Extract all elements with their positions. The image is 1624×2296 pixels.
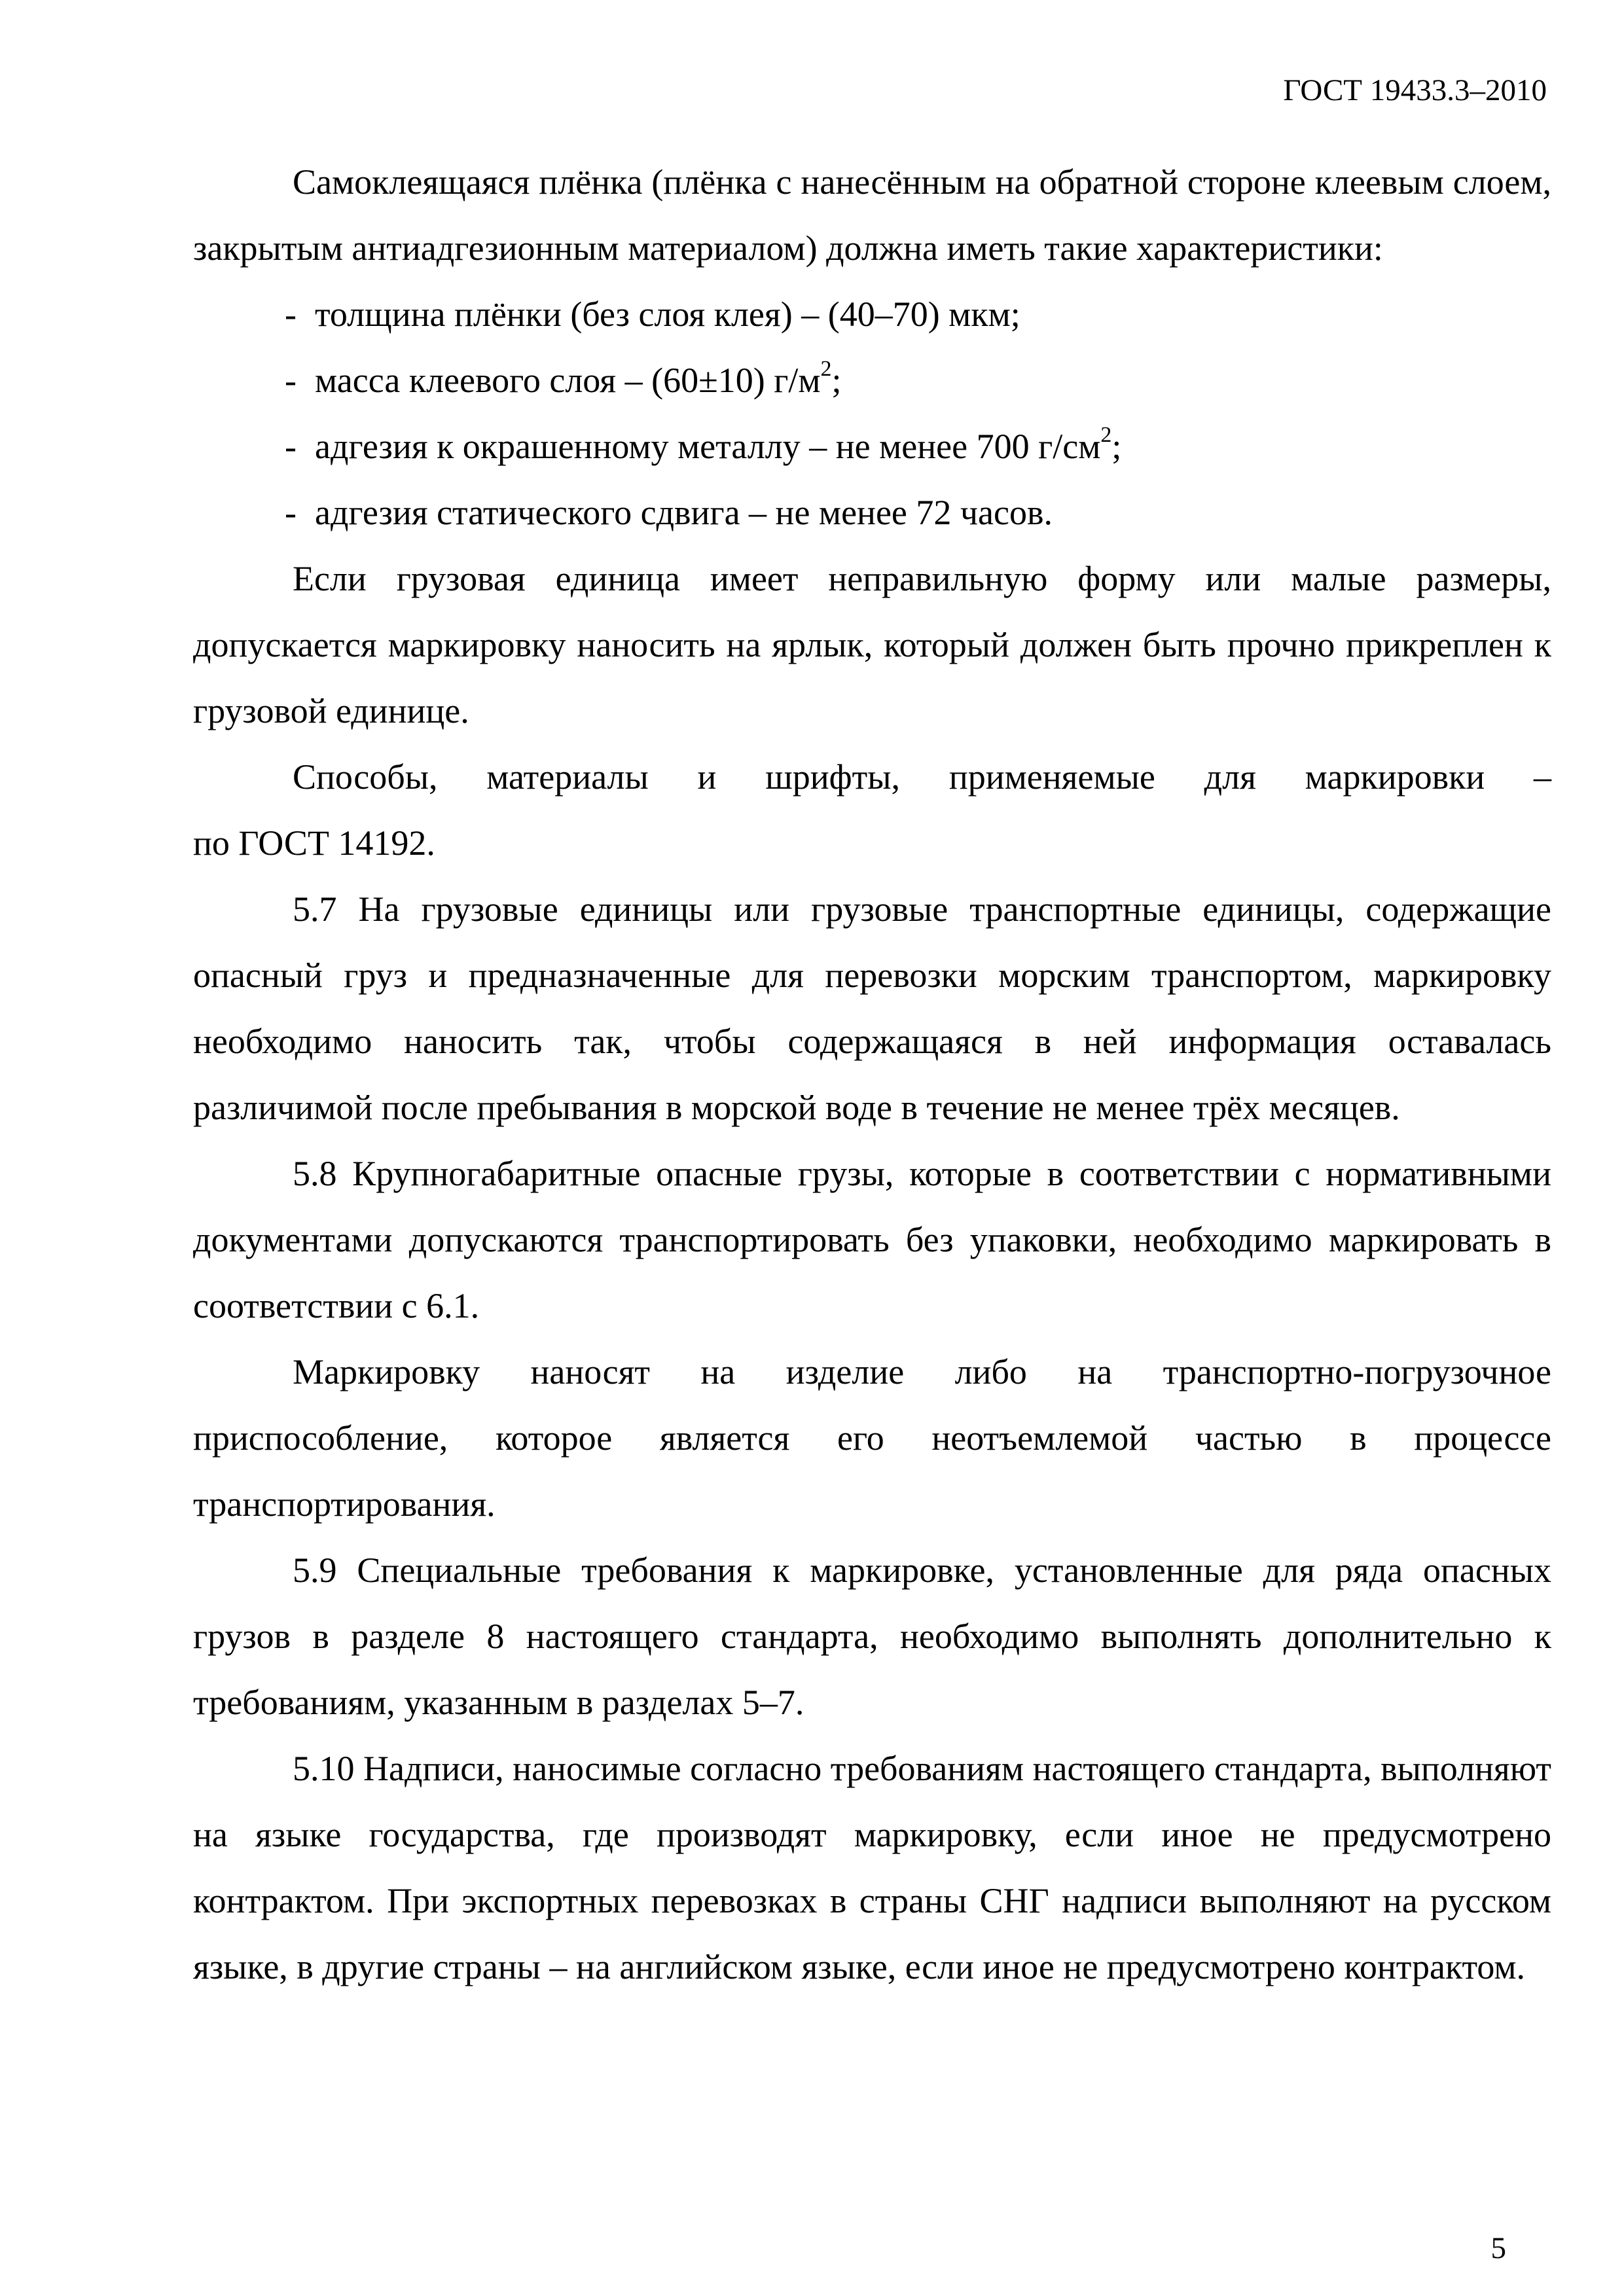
list-dash: - bbox=[285, 493, 297, 532]
list-item-static-shear bbox=[193, 480, 1551, 546]
list-item-punct: ; bbox=[831, 361, 842, 400]
list-dash: - bbox=[285, 295, 297, 334]
list-item-adhesive-mass bbox=[193, 348, 1551, 414]
superscript: 2 bbox=[820, 357, 832, 381]
list-dash: - bbox=[285, 361, 297, 400]
paragraph-5-8: 5.8 Крупногабаритные опасные грузы, которые в соответствии с нормативными документами допускаются транспортировать без упаковки, необходимо маркировать в соответствии с 6.1. bbox=[193, 1154, 1551, 1325]
paragraph-5-10: 5.10 Надписи, наносимые согласно требованиям настоящего стандарта, выполняют на языке государства, где производят маркировку, если иное не предусмотрено контрактом. При экспортных перевозках в страны СНГ надписи выполняют на русском языке, в другие страны – на английском языке, если иное не предусмотрено контрактом. bbox=[193, 1749, 1551, 1986]
list-dash: - bbox=[285, 427, 297, 466]
paragraph-marking-device: Маркировку наносят на изделие либо на транспортно-погрузочное приспособление, которое является его неотъемлемой частью в процессе транспортирования. bbox=[193, 1352, 1551, 1524]
list-item-text: масса клеевого слоя – (60±10) г/м bbox=[315, 361, 821, 400]
paragraph-5-7: 5.7 На грузовые единицы или грузовые транспортные единицы, содержащие опасный груз и предназначенные для перевозки морским транспортом, маркировку необходимо наносить так, чтобы содержащаяся в ней информация оставалась различимой после пребывания в морской воде в течение не менее трёх месяцев. bbox=[193, 889, 1551, 1127]
superscript: 2 bbox=[1100, 423, 1112, 447]
paragraph-5-9: 5.9 Специальные требования к маркировке, установленные для ряда опасных грузов в разделе 8 настоящего стандарта, необходимо выполнять дополнительно к требованиям, указанным в разделах 5–7. bbox=[193, 1551, 1551, 1722]
paragraph-irregular-cargo: Если грузовая единица имеет неправильную форму или малые размеры, допускается маркировку наносить на ярлык, который должен быть прочно прикреплен к грузовой единице. bbox=[193, 559, 1551, 730]
list-item-text: адгезия к окрашенному металлу – не менее 700 г/см bbox=[315, 427, 1101, 466]
list-item-text: адгезия статического сдвига – не менее 72 часов. bbox=[315, 493, 1053, 532]
list-item-adhesion-painted-metal bbox=[193, 414, 1551, 480]
paragraph-methods-line1: Способы, материалы и шрифты, применяемые для маркировки – bbox=[293, 757, 1551, 797]
page-number: 5 bbox=[1490, 2231, 1506, 2265]
list-item-punct: ; bbox=[1111, 427, 1122, 466]
paragraph-methods-line2: по ГОСТ 14192. bbox=[193, 823, 435, 863]
list-item-film-thickness bbox=[193, 281, 1551, 348]
list-item-text: толщина плёнки (без слоя клея) – (40–70) мкм; bbox=[315, 295, 1020, 334]
document-body bbox=[193, 149, 1551, 2000]
paragraph-self-adhesive-film: Самоклеящаяся плёнка (плёнка с нанесённым на обратной стороне клеевым слоем, закрытым антиадгезионным материалом) должна иметь такие характеристики: bbox=[193, 162, 1551, 268]
standard-code-header: ГОСТ 19433.3–2010 bbox=[1283, 73, 1547, 107]
